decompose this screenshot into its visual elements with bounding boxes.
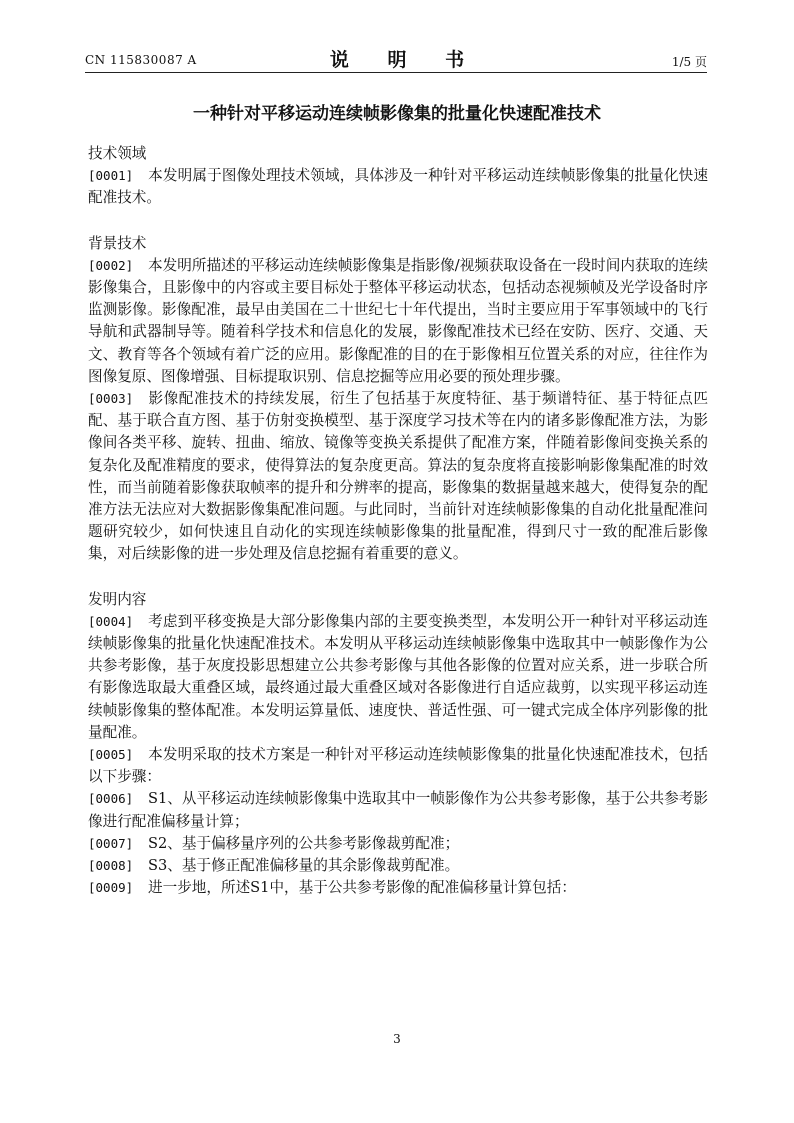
paragraph-0001: [88, 165, 708, 209]
header-divider: [85, 72, 707, 73]
paragraph-0002: [88, 255, 708, 388]
paragraph-number: [0001]: [88, 168, 134, 184]
paragraph-0009: [88, 877, 708, 899]
page-indicator: 1/5 页: [671, 55, 707, 69]
paragraph-0007: [88, 833, 708, 855]
paragraph-number: [0006]: [88, 791, 134, 807]
paragraph-0004: [88, 611, 708, 744]
publication-number: CN 115830087 A: [85, 53, 197, 67]
paragraph-number: [0004]: [88, 613, 134, 629]
paragraph-text: S2、基于偏移量序列的公共参考影像裁剪配准；: [148, 834, 460, 852]
paragraph-text: 本发明采取的技术方案是一种针对平移运动连续帧影像集的批量化快速配准技术，包括以下步骤：: [88, 746, 708, 786]
paragraph-number: [0002]: [88, 257, 134, 273]
paragraph-text: 本发明所描述的平移运动连续帧影像集是指影像/视频获取设备在一段时间内获取的连续影像集合，且影像中的内容或主要目标处于整体平移运动状态，包括动态视频帧及光学设备时序监测影像。影像配准，最早由美国在二十世纪七十年代提出，当时主要应用于军事领域中的飞行导航和武器制导等。随着科学技术和信息化的发展，影像配准技术已经在安防、医疗、交通、天文、教育等各个领域有着广泛的应用。影像配准的目的在于影像相互位置关系的对应，往往作为图像复原、图像增强、目标提取识别、信息挖掘等应用必要的预处理步骤。: [88, 256, 708, 385]
paragraph-number: [0007]: [88, 835, 134, 851]
paragraph-text: 本发明属于图像处理技术领域，具体涉及一种针对平移运动连续帧影像集的批量化快速配准技术。: [88, 167, 708, 207]
paragraph-0005: [88, 744, 708, 788]
section-heading-field: 技术领域: [88, 145, 147, 162]
document-body: [88, 143, 708, 900]
paragraph-number: [0009]: [88, 880, 134, 896]
paragraph-text: 影像配准技术的持续发展，衍生了包括基于灰度特征、基于频谱特征、基于特征点匹配、基于联合直方图、基于仿射变换模型、基于深度学习技术等在内的诸多影像配准方法，为影像间各类平移、旋转、扭曲、缩放、镜像等变换关系提供了配准方案，伴随着影像间变换关系的复杂化及配准精度的要求，使得算法的复杂度更高。算法的复杂度将直接影响影像集配准的时效性，而当前随着影像获取帧率的提升和分辨率的提高，影像集的数据量越来越大，使得复杂的配准方法无法应对大数据影像集配准问题。与此同时，当前针对连续帧影像集的自动化批量配准问题研究较少，如何快速且自动化的实现连续帧影像集的批量配准，得到尺寸一致的配准后影像集，对后续影像的进一步处理及信息挖掘有着重要的意义。: [88, 390, 708, 563]
paragraph-0006: [88, 788, 708, 832]
paragraph-text: S1、从平移运动连续帧影像集中选取其中一帧影像作为公共参考影像，基于公共参考影像进行配准偏移量计算；: [88, 790, 708, 830]
paragraph-0003: [88, 388, 708, 566]
page-number: 3: [393, 1032, 401, 1046]
paragraph-number: [0008]: [88, 858, 134, 874]
paragraph-number: [0005]: [88, 747, 134, 763]
header-section-title: 说 明 书: [329, 49, 481, 71]
document-title: 一种针对平移运动连续帧影像集的批量化快速配准技术: [193, 104, 601, 124]
paragraph-text: 进一步地，所述S1中，基于公共参考影像的配准偏移量计算包括：: [148, 879, 576, 897]
paragraph-text: S3、基于修正配准偏移量的其余影像裁剪配准。: [148, 857, 460, 875]
paragraph-number: [0003]: [88, 391, 134, 407]
paragraph-0008: [88, 855, 708, 877]
section-heading-background: 背景技术: [88, 234, 147, 252]
paragraph-text: 考虑到平移变换是大部分影像集内部的主要变换类型，本发明公开一种针对平移运动连续帧影像集的批量化快速配准技术。本发明从平移运动连续帧影像集中选取其中一帧影像作为公共参考影像，基于灰度投影思想建立公共参考影像与其他各影像的位置对应关系，进一步联合所有影像选取最大重叠区域，最终通过最大重叠区域对各影像进行自适应裁剪，以实现平移运动连续帧影像集的整体配准。本发明运算量低、速度快、普适性强、可一键式完成全体序列影像的批量配准。: [88, 612, 708, 741]
section-heading-invention: 发明内容: [88, 590, 147, 608]
